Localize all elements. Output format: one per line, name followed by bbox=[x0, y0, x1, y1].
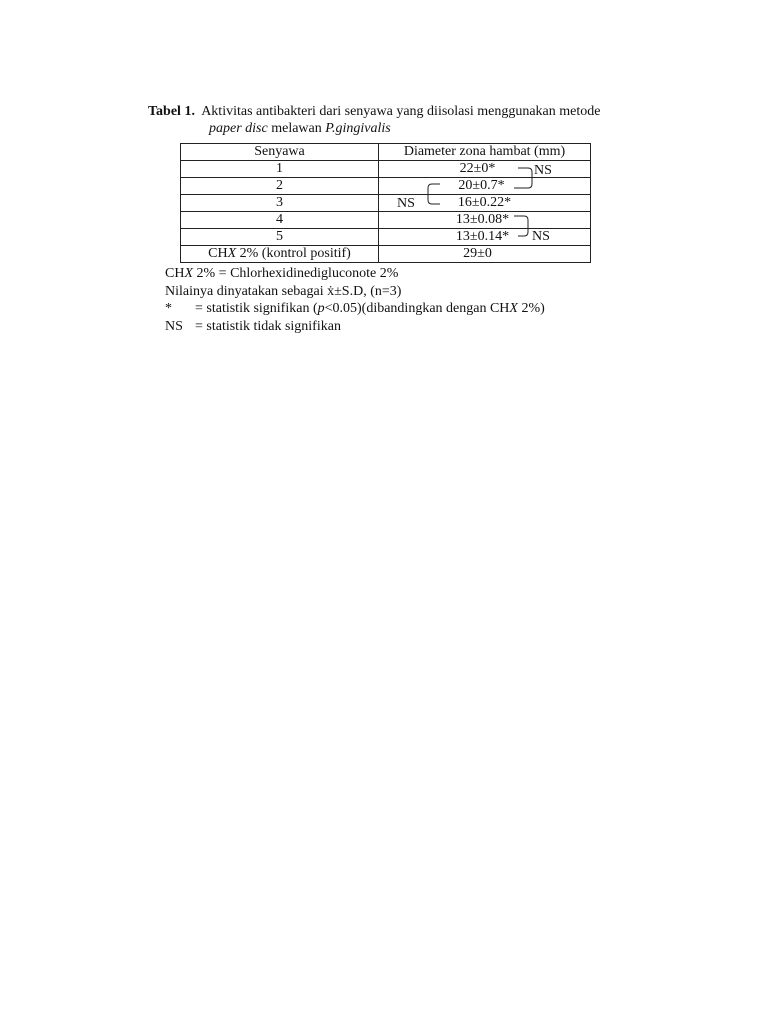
results-table bbox=[180, 143, 591, 263]
compound-cell: 5 bbox=[181, 229, 379, 246]
value-cell: 13±0.08* bbox=[455, 212, 510, 227]
table-notes bbox=[165, 265, 545, 335]
compound-cell: 4 bbox=[181, 212, 379, 229]
caption-text: Aktivitas antibakteri dari senyawa yang diisolasi menggunakan metode bbox=[201, 104, 601, 119]
caption-line-2 bbox=[148, 120, 688, 137]
table-row bbox=[181, 161, 591, 178]
note-mean: Nilainya dinyatakan sebagai ẋ±S.D, (n=3) bbox=[165, 283, 402, 299]
note-chx: CHX 2% = Chlorhexidinedigluconote 2% bbox=[165, 266, 399, 281]
ns-label-1-2: NS bbox=[534, 163, 552, 178]
ns-label-2-3: NS bbox=[397, 196, 415, 211]
table-row bbox=[181, 246, 591, 263]
caption-italic-method: paper disc bbox=[209, 121, 268, 136]
caption-label: Tabel 1. bbox=[148, 104, 195, 119]
table-header-row bbox=[181, 144, 591, 161]
header-compound: Senyawa bbox=[181, 144, 379, 161]
value-cell: 22±0* bbox=[459, 161, 496, 176]
table-row bbox=[181, 178, 591, 195]
value-cell: 29±0 bbox=[463, 246, 492, 261]
value-cell: 13±0.14* bbox=[455, 229, 510, 244]
note-not-significant: NS = statistik tidak signifikan bbox=[165, 318, 341, 334]
value-cell: 16±0.22* bbox=[457, 195, 512, 210]
compound-cell: 2 bbox=[181, 178, 379, 195]
table-caption bbox=[148, 103, 688, 137]
table-row bbox=[181, 212, 591, 229]
compound-cell: 1 bbox=[181, 161, 379, 178]
caption-mid-text: melawan bbox=[267, 121, 326, 136]
compound-cell: 3 bbox=[181, 195, 379, 212]
header-diameter: Diameter zona hambat (mm) bbox=[379, 144, 591, 161]
compound-cell: CHX 2% (kontrol positif) bbox=[181, 246, 379, 263]
table-row bbox=[181, 195, 591, 212]
ns-label-4-5: NS bbox=[532, 229, 550, 244]
note-significant: * = statistik signifikan (p<0.05)(dibandingkan dengan CHX 2%) bbox=[165, 301, 545, 316]
caption-italic-organism: P.gingivalis bbox=[325, 121, 391, 136]
value-cell: 20±0.7* bbox=[458, 178, 505, 193]
caption-line-1 bbox=[148, 103, 688, 120]
table-row bbox=[181, 229, 591, 246]
